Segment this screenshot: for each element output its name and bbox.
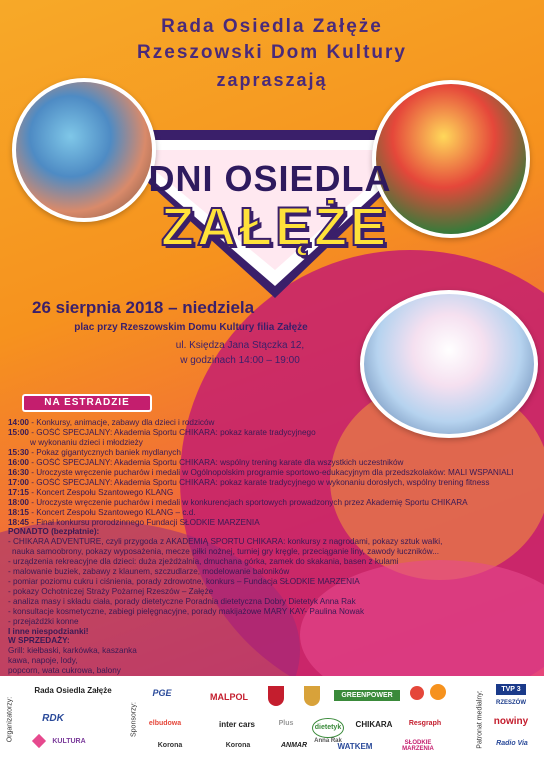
stage-item: 18:45 - Finał konkursu prorodzinnego Fundacji SŁODKIE MARZENIA (8, 518, 260, 527)
kultura-star-icon (32, 734, 46, 748)
logo-nowiny: nowiny (493, 716, 529, 727)
sale-item: kawa, napoje, lody, (8, 656, 78, 665)
organizer-line-1: Rada Osiedla Załęże (161, 16, 383, 37)
sale-section (8, 636, 528, 676)
free-item: - urządzenia rekreacyjne dla dzieci: duża zjeżdżalnia, dmuchana górka, zamek do skakania, basen z kulami (8, 557, 399, 566)
logo-dietetyk: dietetyk (312, 718, 344, 738)
stage-item: 16:00 - GOŚĆ SPECJALNY: Akademia Sportu CHIKARA: wspólny trening karate dla wszystkich uczestników (8, 458, 404, 467)
logo-slodkie-marzenia: SŁODKIE MARZENIA (402, 740, 434, 752)
stage-program (8, 418, 528, 528)
logo-resgraph: Resgraph (408, 720, 442, 727)
stage-item: 15:30 - Pokaz gigantycznych baniek mydlanych (8, 448, 181, 457)
stage-item: w wykonaniu dzieci i młodzieży (30, 438, 143, 447)
sale-heading: W SPRZEDAŻY: (8, 636, 70, 645)
logo-kultura: KULTURA (52, 738, 86, 745)
event-date: 26 sierpnia 2018 – niedziela (32, 298, 255, 317)
free-item: - malowanie buziek, zabawy z klaunem, szczudlarze, modelowanie baloników (8, 567, 290, 576)
free-attractions (8, 527, 528, 637)
stage-item: 17:00 - GOŚĆ SPECJALNY: Akademia Sportu CHIKARA: pokaz karate tradycyjnego w wykonaniu dorosłych, wspólny trening fitness (8, 478, 490, 487)
logo-greenpower: GREENPOWER (334, 690, 400, 701)
title-line-2: ZAŁĘŻE (161, 197, 389, 257)
logo-intercars: inter cars (218, 720, 256, 729)
sponsors-label: Sponsorzy: (130, 701, 138, 738)
event-street: ul. Księdza Jana Stączka 12, (175, 340, 305, 351)
sale-item: popcorn, wata cukrowa, balony (8, 666, 121, 675)
free-item: - przejażdżki konne (8, 617, 79, 626)
title-line-1: DNI OSIEDLA (148, 158, 392, 199)
free-item: nauka samoobrony, pokazy wyposażenia, mecze piłki nożnej, turniej gry kręgle, przeciąganie liny, zawody łuczników... (12, 547, 440, 556)
photo-dancers (360, 290, 538, 438)
free-heading: PONADTO (bezpłatnie): (8, 527, 100, 536)
stage-item: 17:15 - Koncert Zespołu Szantowego KLANG (8, 488, 174, 497)
logo-korona-2: Korona (225, 742, 251, 749)
logo-korona-1: Korona (157, 742, 183, 749)
free-item: - pokazy Ochotniczej Straży Pożarnej Rzeszów – Załęże (8, 587, 214, 596)
logo-rdk: RDK (42, 713, 64, 724)
logo-plus: Plus (278, 720, 294, 727)
event-place: plac przy Rzeszowskim Domu Kultury filia Załęże (74, 322, 308, 333)
invite-line: zapraszają (216, 70, 328, 90)
photo-children-left (12, 78, 156, 222)
free-item: - konsultacje kosmetyczne, zabiegi pielęgnacyjne, porady makijażowe MARY KAY- Paulina Nowak (8, 607, 365, 616)
logo-rzeszow: RZESZÓW (496, 700, 526, 706)
stage-heading (22, 394, 152, 412)
free-item: - pomiar poziomu cukru i ciśnienia, porady zdrowotne, konkurs – Fundacja SŁODKIE MARZENIA (8, 577, 360, 586)
free-item: - CHIKARA ADVENTURE, czyli przygoda z AKADEMIĄ SPORTU CHIKARA: konkursy z nagrodami, pokazy sztuk walki, (8, 537, 443, 546)
free-closing: I inne niespodzianki! (8, 627, 89, 636)
logo-malpol: MALPOL (210, 692, 248, 702)
logo-elbudowa: elbudowa (148, 720, 182, 727)
stage-item: 18:15 - Koncert Zespołu Szantowego KLANG – c.d. (8, 508, 196, 517)
logo-chikara: CHIKARA (355, 720, 393, 729)
sale-item: Grill: kiełbaski, karkówka, kaszanka (8, 646, 137, 655)
sponsor-badge-icon (410, 686, 424, 700)
logo-anmar: ANMAR (280, 742, 308, 749)
organizer-line-2: Rzeszowski Dom Kultury (137, 42, 407, 63)
logo-tvp3: TVP 3 (496, 684, 526, 695)
logo-watkem: WATKEM (337, 742, 373, 751)
logo-rada-osiedla: Rada Osiedla Załęże (34, 686, 112, 695)
footer (0, 676, 544, 768)
stage-item: 14:00 - Konkursy, animacje, zabawy dla dzieci i rodziców (8, 418, 215, 427)
logo-radio-via: Radio Via (496, 740, 528, 747)
crest-icon (268, 686, 284, 706)
stage-item: 18:00 - Uroczyste wręczenie pucharów i medali w konkurencjach sportowych prowadzonych przez Akademię Sportu CHIKARA (8, 498, 468, 507)
free-item: - analiza masy i składu ciała, porady dietetyczne Poradnia dietetyczna Dobry Dietetyk Anna Rak (8, 597, 356, 606)
stage-item: 15:00 - GOŚĆ SPECJALNY: Akademia Sportu CHIKARA: pokaz karate tradycyjnego (8, 428, 316, 437)
stage-item: 16:30 - Uroczyste wręczenie pucharów i medali w Ogólnopolskim programie sportowo-edukacyjnym dla przedszkolaków: MALI WSPANIALI (8, 468, 514, 477)
sponsor-badge-icon (430, 684, 446, 700)
organizers-label: Organizatorzy: (6, 696, 14, 743)
media-label: Patronat medialny: (476, 690, 484, 749)
logo-pge: PGE (152, 688, 172, 698)
event-hours: w godzinach 14:00 – 19:00 (180, 355, 300, 366)
logo-anna-rak: Anna Rak (314, 738, 342, 744)
stage-heading-text: NA ESTRADZIE (44, 397, 130, 408)
crest-icon (304, 686, 320, 706)
